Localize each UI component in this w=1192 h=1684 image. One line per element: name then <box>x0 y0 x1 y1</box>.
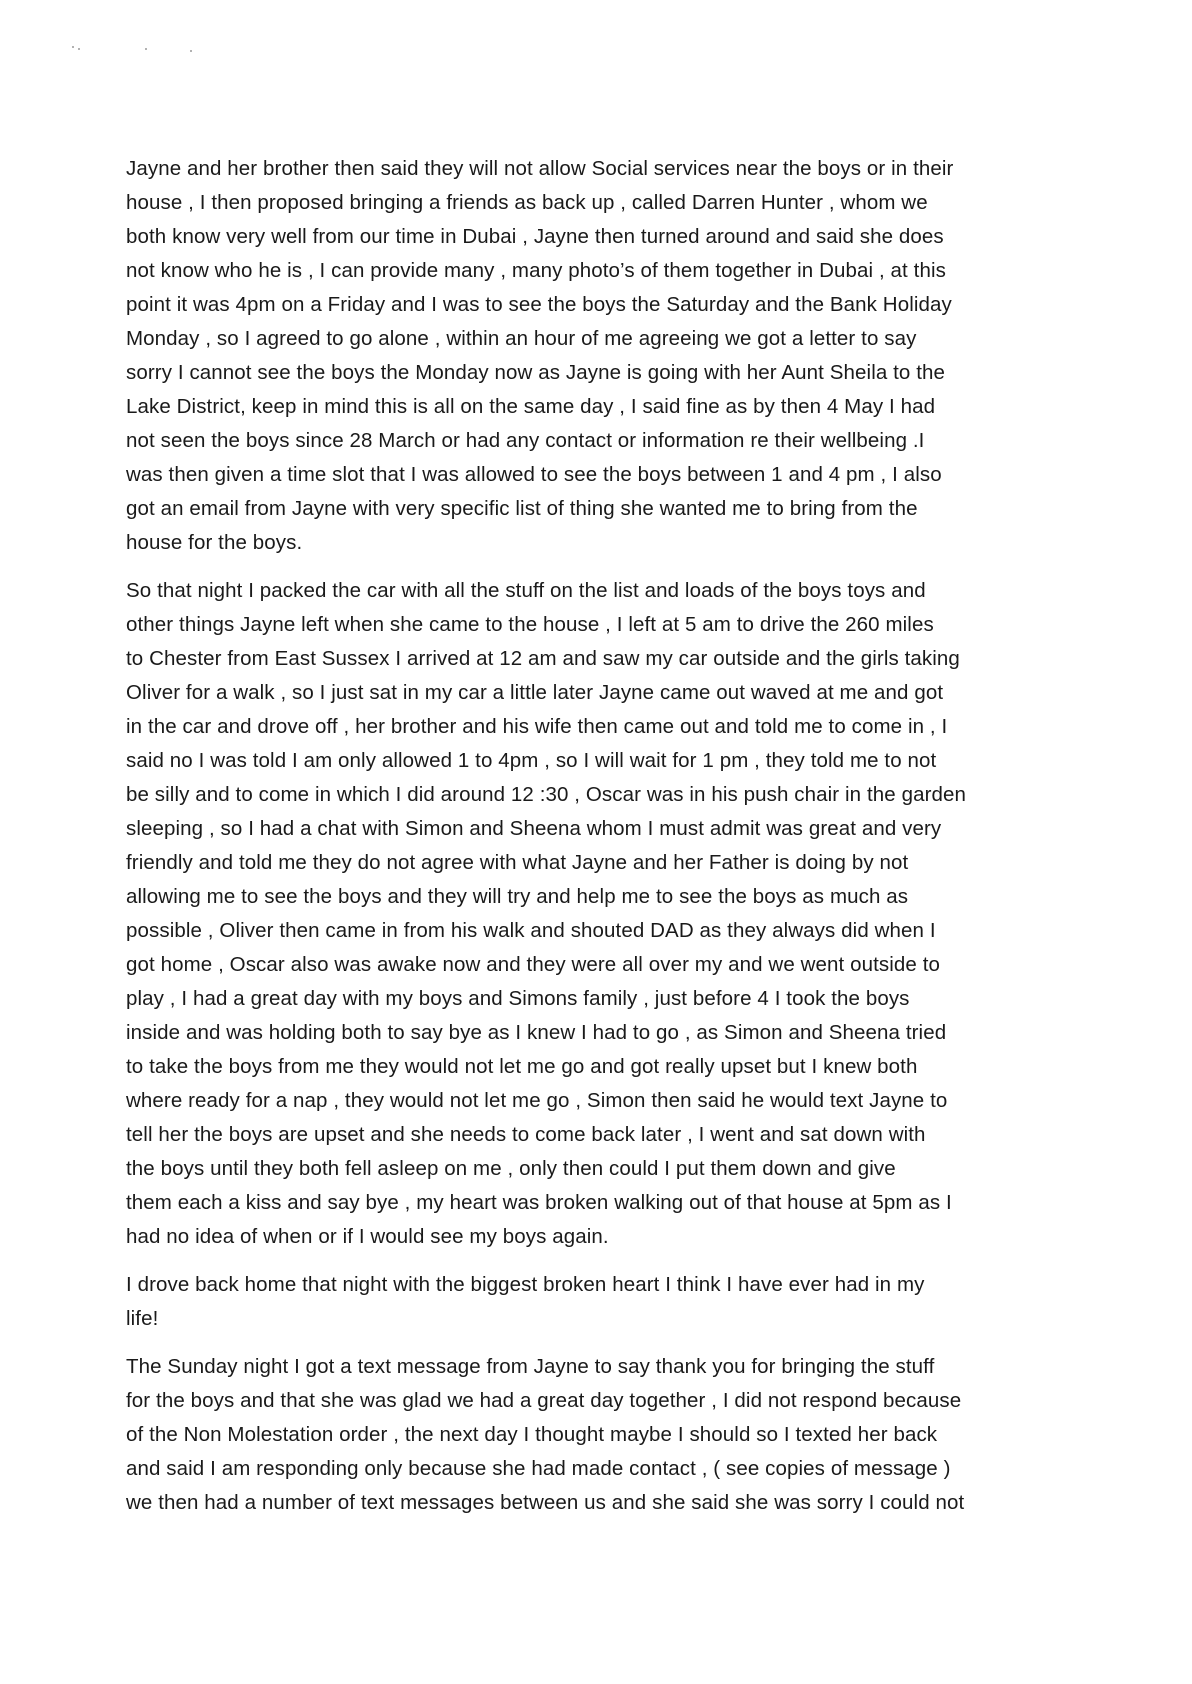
text-line: inside and was holding both to say bye as I knew I had to go , as Simon and Sheena tried <box>126 1021 947 1044</box>
scan-artifacts <box>72 44 212 56</box>
text-line: for the boys and that she was glad we had a great day together , I did not respond because <box>126 1389 962 1412</box>
text-line: had no idea of when or if I would see my boys again. <box>126 1225 609 1248</box>
text-line: we then had a number of text messages between us and she said she was sorry I could not <box>126 1491 965 1514</box>
text-line: and said I am responding only because she had made contact , ( see copies of message ) <box>126 1457 951 1480</box>
text-line: sorry I cannot see the boys the Monday now as Jayne is going with her Aunt Sheila to the <box>126 361 946 384</box>
text-line: Jayne and her brother then said they will not allow Social services near the boys or in their <box>126 157 954 180</box>
text-line: them each a kiss and say bye , my heart was broken walking out of that house at 5pm as I <box>126 1191 952 1214</box>
text-line: I drove back home that night with the biggest broken heart I think I have ever had in my <box>126 1273 925 1296</box>
text-line: life! <box>126 1307 159 1330</box>
text-line: allowing me to see the boys and they will try and help me to see the boys as much as <box>126 885 909 908</box>
text-line: be silly and to come in which I did around 12 :30 , Oscar was in his push chair in the garden <box>126 783 967 806</box>
text-line: other things Jayne left when she came to the house , I left at 5 am to drive the 260 miles <box>126 613 934 636</box>
letter-body <box>126 152 1056 1534</box>
text-line: friendly and told me they do not agree with what Jayne and her Father is doing by not <box>126 851 909 874</box>
text-line: to take the boys from me they would not let me go and got really upset but I knew both <box>126 1055 918 1078</box>
paragraph <box>126 1350 1056 1520</box>
text-line: got home , Oscar also was awake now and they were all over my and we went outside to <box>126 953 941 976</box>
text-line: where ready for a nap , they would not let me go , Simon then said he would text Jayne to <box>126 1089 948 1112</box>
text-line: Monday , so I agreed to go alone , within an hour of me agreeing we got a letter to say <box>126 327 917 350</box>
text-line: house for the boys. <box>126 531 303 554</box>
paragraph <box>126 152 1056 560</box>
paragraph <box>126 1268 1056 1336</box>
text-line: of the Non Molestation order , the next day I thought maybe I should so I texted her back <box>126 1423 938 1446</box>
text-line: possible , Oliver then came in from his walk and shouted DAD as they always did when I <box>126 919 936 942</box>
text-line: Oliver for a walk , so I just sat in my car a little later Jayne came out waved at me and got <box>126 681 944 704</box>
text-line: The Sunday night I got a text message from Jayne to say thank you for bringing the stuff <box>126 1355 935 1378</box>
paragraph <box>126 574 1056 1254</box>
text-line: Lake District, keep in mind this is all on the same day , I said fine as by then 4 May I had <box>126 395 936 418</box>
text-line: not seen the boys since 28 March or had any contact or information re their wellbeing .I <box>126 429 925 452</box>
text-line: house , I then proposed bringing a friends as back up , called Darren Hunter , whom we <box>126 191 928 214</box>
text-line: got an email from Jayne with very specific list of thing she wanted me to bring from the <box>126 497 918 520</box>
text-line: point it was 4pm on a Friday and I was to see the boys the Saturday and the Bank Holiday <box>126 293 952 316</box>
text-line: sleeping , so I had a chat with Simon and Sheena whom I must admit was great and very <box>126 817 942 840</box>
text-line: the boys until they both fell asleep on me , only then could I put them down and give <box>126 1157 896 1180</box>
text-line: in the car and drove off , her brother and his wife then came out and told me to come in , I <box>126 715 948 738</box>
text-line: to Chester from East Sussex I arrived at 12 am and saw my car outside and the girls taking <box>126 647 960 670</box>
text-line: tell her the boys are upset and she needs to come back later , I went and sat down with <box>126 1123 926 1146</box>
text-line: said no I was told I am only allowed 1 to 4pm , so I will wait for 1 pm , they told me to not <box>126 749 937 772</box>
text-line: not know who he is , I can provide many , many photo’s of them together in Dubai , at this <box>126 259 946 282</box>
text-line: was then given a time slot that I was allowed to see the boys between 1 and 4 pm , I also <box>126 463 942 486</box>
text-line: So that night I packed the car with all the stuff on the list and loads of the boys toys and <box>126 579 926 602</box>
text-line: both know very well from our time in Dubai , Jayne then turned around and said she does <box>126 225 944 248</box>
text-line: play , I had a great day with my boys and Simons family , just before 4 I took the boys <box>126 987 910 1010</box>
